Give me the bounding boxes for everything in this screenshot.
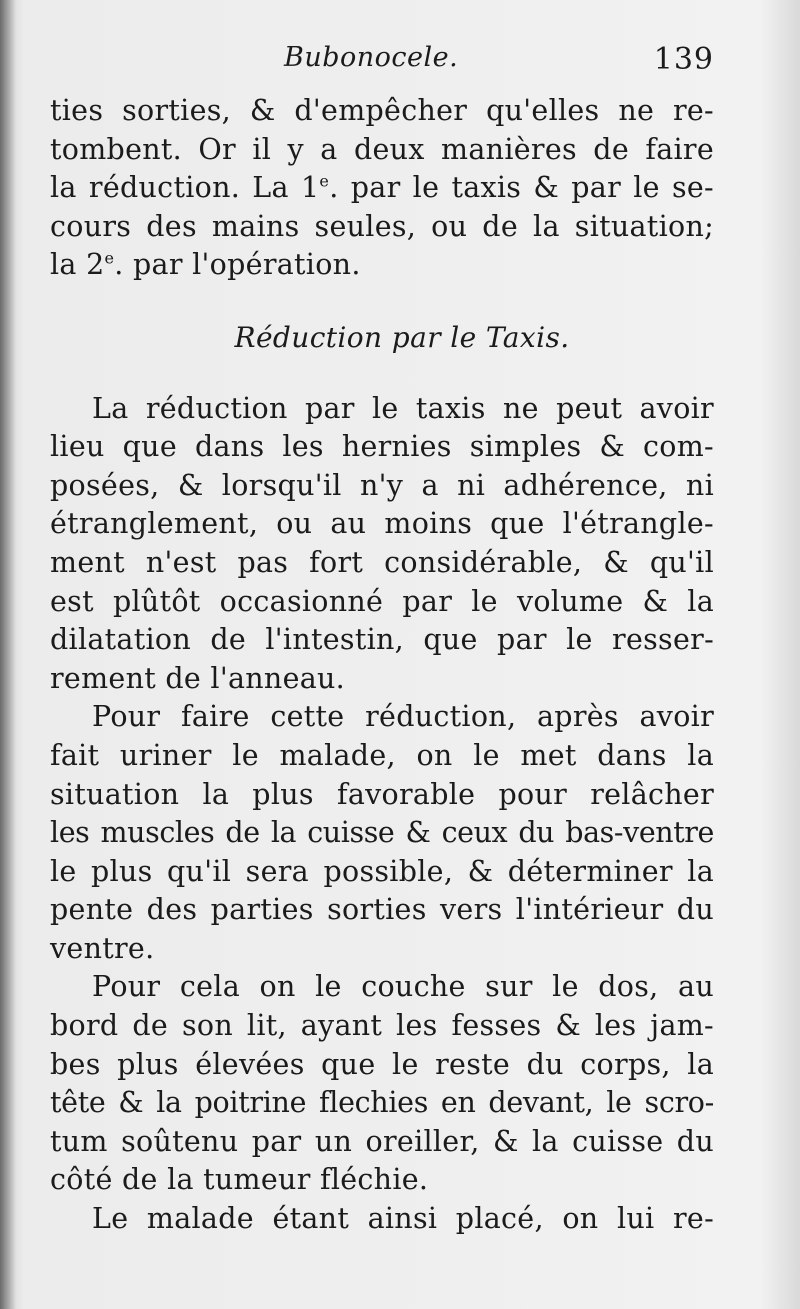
running-head: Bubonocele. [284, 42, 459, 73]
text-line: tête & la poitrine flechies en devant, le scro- [50, 1086, 714, 1120]
page-gutter-shadow [0, 0, 16, 1309]
section-title: Réduction par le Taxis. [234, 320, 570, 354]
page-header [50, 42, 714, 92]
text-line: tombent. Or il y a deux manières de faire [50, 132, 714, 166]
text-line: ment n'est pas fort considérable, & qu'il [50, 545, 714, 579]
paragraph-1 [50, 92, 714, 285]
paragraph-3 [50, 698, 714, 968]
text-line: lieu que dans les hernies simples & com- [50, 430, 714, 464]
text-line: Le malade étant ainsi placé, on lui re- [92, 1202, 714, 1236]
text-line: les muscles de la cuisse & ceux du bas-ventre [50, 816, 714, 850]
text-line: tum soûtenu par un oreiller, & la cuisse du [50, 1124, 714, 1158]
text-line: La réduction par le taxis ne peut avoir [92, 391, 714, 425]
text-line: bes plus élevées que le reste du corps, la [50, 1047, 714, 1081]
text-line: la réduction. La 1e. par le taxis & par le se- [50, 171, 714, 205]
page-number: 139 [653, 42, 714, 77]
text-line: Pour faire cette réduction, après avoir [92, 700, 714, 734]
text-line: posées, & lorsqu'il n'y a ni adhérence, ni [50, 468, 714, 502]
paragraph-5 [50, 1200, 714, 1239]
text-line: côté de la tumeur fléchie. [50, 1163, 429, 1197]
paragraph-2 [50, 390, 714, 699]
text-line: ties sorties, & d'empêcher qu'elles ne re- [50, 94, 714, 127]
text-line: fait uriner le malade, on le met dans la [50, 738, 714, 772]
text-line: situation la plus favorable pour relâcher [50, 777, 714, 811]
text-line: dilatation de l'intestin, que par le resser- [50, 623, 714, 657]
text-line: la 2e. par l'opération. [50, 248, 361, 282]
text-line: bord de son lit, ayant les fesses & les jam- [50, 1009, 714, 1043]
body-text [50, 92, 714, 1239]
text-line: est plûtôt occasionné par le volume & la [50, 584, 714, 618]
text-line: le plus qu'il sera possible, & déterminer la [50, 854, 714, 888]
paragraph-4 [50, 968, 714, 1200]
text-line: ventre. [50, 931, 155, 965]
text-line: Pour cela on le couche sur le dos, au [92, 970, 714, 1004]
text-line: rement de l'anneau. [50, 661, 346, 695]
text-line: pente des parties sorties vers l'intérieur du [50, 893, 714, 927]
text-line: cours des mains seules, ou de la situation; [50, 209, 714, 243]
text-line: étranglement, ou au moins que l'étrangle- [50, 507, 714, 541]
